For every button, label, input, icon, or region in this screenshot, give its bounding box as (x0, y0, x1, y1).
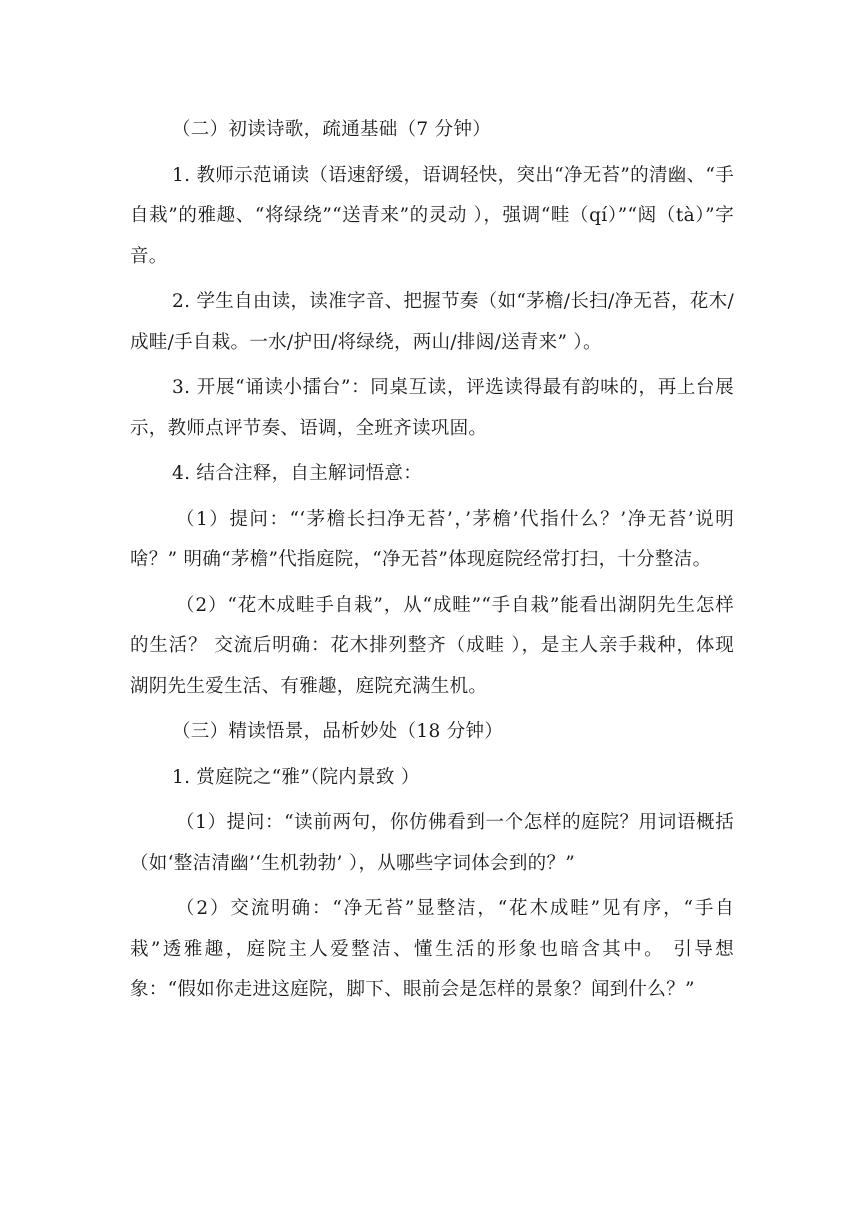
paragraph-discussion-courtyard: （2）交流明确：“净无苔”显整洁，“花木成畦”见有序，“手自栽”透雅趣，庭院主人爱整洁、懂生活的形象也暗含其中。 引导想象：“假如你走进这庭院，脚下、眼前会是怎样的景象？闻到什么？” (130, 898, 734, 1000)
section-heading-initial-reading: （二）初读诗歌，疏通基础（7 分钟） (172, 119, 492, 140)
paragraph-question-courtyard: （1）提问：“读前两句，你仿佛看到一个怎样的庭院？用词语概括（如‘整洁清幽’‘生机勃勃’ ），从哪些字词体会到的？” (130, 812, 734, 874)
paragraph-reading-contest: 3. 开展“诵读小擂台”：同桌互读，评选读得最有韵味的，再上台展示，教师点评节奏、语调，全班齐读巩固。 (130, 377, 734, 439)
section-heading-close-reading: （三）精读悟景，品析妙处（18 分钟） (172, 721, 504, 742)
paragraph-question-hua-mu: （2）“花木成畦手自栽”，从“成畦”“手自栽”能看出湖阴先生怎样的生活？ 交流后明确：花木排列整齐（成畦 ），是主人亲手栽种，体现湖阴先生爱生活、有雅趣，庭院充满生机。 (130, 594, 734, 697)
paragraph-free-reading: 2. 学生自由读，读准字音、把握节奏（如“茅檐/长扫/净无苔，花木/成畦/手自栽。一水/护田/将绿绕，两山/排闼/送青来” ）。 (130, 291, 734, 353)
paragraph-question-mao-yan: （1）提问：“‘茅檐长扫净无苔’，’茅檐’代指什么？’净无苔’说明啥？” 明确“茅檐”代指庭院，“净无苔”体现庭院经常打扫，十分整洁。 (130, 508, 734, 570)
paragraph-word-understanding: 4. 结合注释，自主解词悟意： (172, 463, 423, 484)
document-body (130, 110, 734, 1016)
paragraph-appreciate-courtyard: 1. 赏庭院之“雅”（院内景致 ） (172, 766, 420, 788)
paragraph-teacher-model-reading: 1. 教师示范诵读（语速舒缓，语调轻快，突出“净无苔”的清幽、“手自栽”的雅趣、“将绿绕”“送青来”的灵动 ），强调“畦（qí）”“闼（tà）”字音。 (130, 164, 734, 267)
